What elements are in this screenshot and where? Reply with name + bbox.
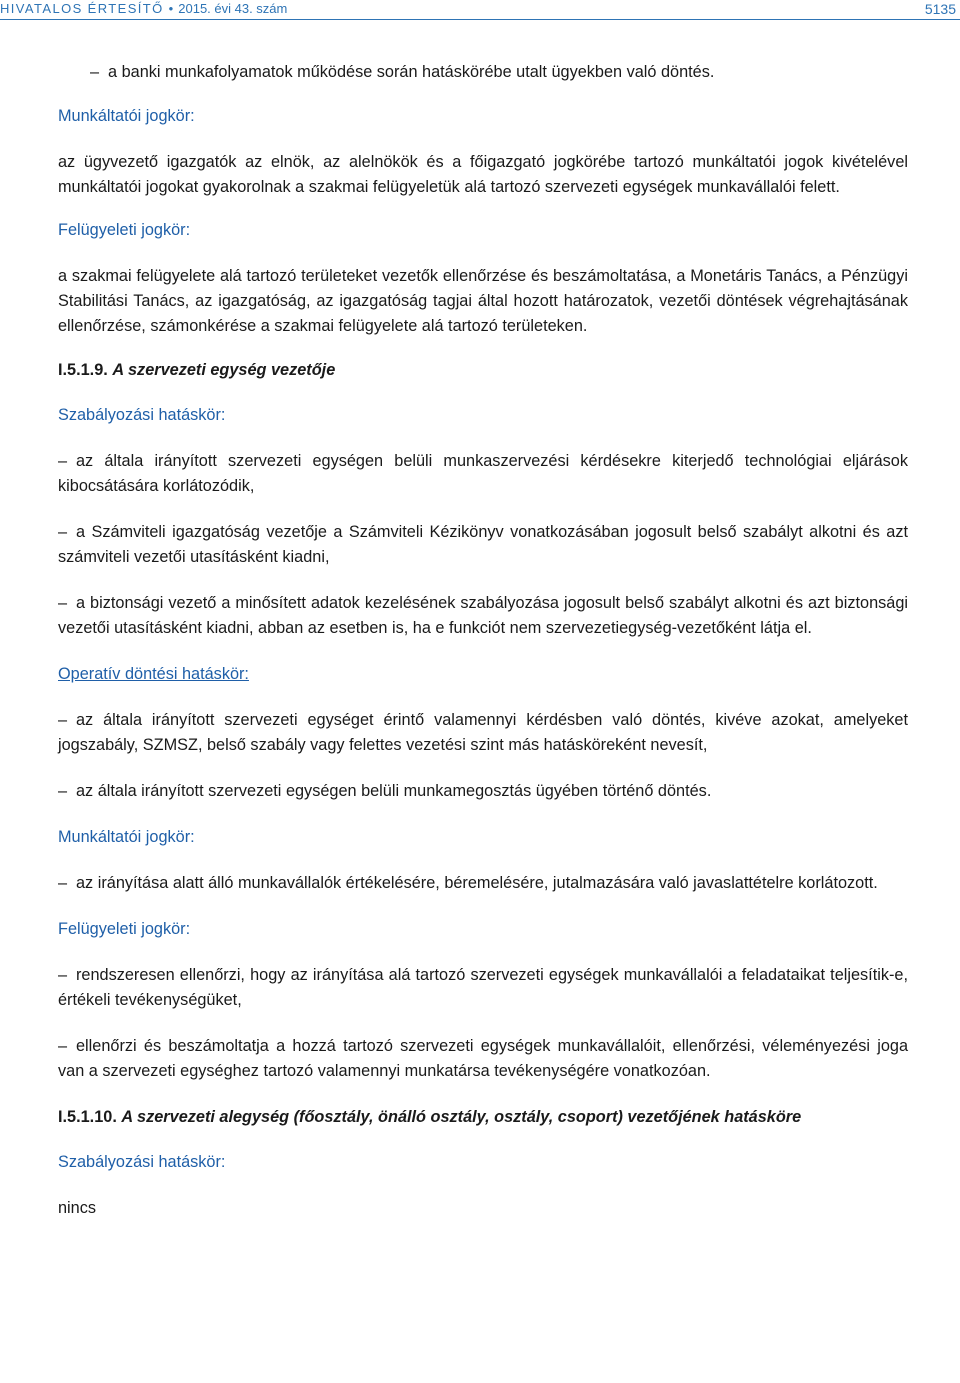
section-label: Szabályozási hatáskör: xyxy=(58,406,226,424)
list-item-text: az irányítása alatt álló munkavállalók értékelésére, béremelésére, jutalmazására való javaslattételre korlátozott. xyxy=(76,874,878,892)
section-title: A szervezeti alegység (főosztály, önálló osztály, osztály, csoport) vezetőjének hatásköre xyxy=(121,1108,802,1126)
list-item xyxy=(58,871,908,896)
list-item-text: a banki munkafolyamatok működése során hatáskörébe utalt ügyekben való döntés. xyxy=(108,63,715,81)
list-item-text: rendszeresen ellenőrzi, hogy az irányítása alá tartozó szervezeti egységek munkavállalói a feladataikat teljesítik-e, értékeli tevékenységüket, xyxy=(58,966,908,1009)
dash-bullet: – xyxy=(58,782,68,800)
dash-bullet: – xyxy=(58,874,68,892)
paragraph: az ügyvezető igazgatók az elnök, az alelnökök és a főigazgató jogkörébe tartozó munkáltatói jogok kivételével munkáltatói jogokat gyakorolnak a szakmai felügyeletük alá tartozó szervezeti egységek munkavállalói felett. xyxy=(58,153,908,196)
list-item xyxy=(58,591,908,641)
list-item-text: az általa irányított szervezeti egységen belüli munkaszervezési kérdésekre kiterjedő technológiai eljárások kibocsátására korlátozódik, xyxy=(58,452,908,495)
list-item xyxy=(58,779,908,804)
header-bullet: • xyxy=(168,1,174,16)
dash-bullet: – xyxy=(58,1037,68,1055)
section-label: Operatív döntési hatáskör: xyxy=(58,665,249,683)
section-title: A szervezeti egység vezetője xyxy=(112,361,336,379)
list-item xyxy=(58,449,908,499)
list-item xyxy=(90,60,908,85)
header-issue: 2015. évi 43. szám xyxy=(178,1,288,16)
section-label: Szabályozási hatáskör: xyxy=(58,1153,226,1171)
list-item xyxy=(58,963,908,1013)
section-label: Felügyeleti jogkör: xyxy=(58,920,191,938)
running-header xyxy=(0,0,960,22)
dash-bullet: – xyxy=(58,523,68,541)
list-item-text: a Számviteli igazgatóság vezetője a Számviteli Kézikönyv vonatkozásában jogosult belső szabályt alkotni és azt számviteli vezetői utasításként kiadni, xyxy=(58,523,908,566)
dash-bullet: – xyxy=(58,966,68,984)
list-item xyxy=(58,520,908,570)
header-publication-title: HIVATALOS ÉRTESÍTŐ xyxy=(0,1,164,16)
list-item-text: az általa irányított szervezeti egységen belüli munkamegosztás ügyében történő döntés. xyxy=(76,782,712,800)
section-label: Munkáltatói jogkör: xyxy=(58,828,195,846)
section-number: I.5.1.9. xyxy=(58,361,108,379)
list-item-text: az általa irányított szervezeti egységet érintő valamennyi kérdésben való döntés, kivéve azokat, amelyeket jogszabály, SZMSZ, belső szabály vagy felettes vezetési szint más hatásköreként nevesít, xyxy=(58,711,908,754)
section-heading xyxy=(58,358,908,383)
header-rule xyxy=(0,19,960,20)
list-item-text: a biztonsági vezető a minősített adatok kezelésének szabályozása jogosult belső szabályt alkotni és azt biztonsági vezetői utasításként kiadni, abban az esetben is, ha e funkciót nem szervezetiegység-vezetőként látja el. xyxy=(58,594,908,637)
paragraph: a szakmai felügyelete alá tartozó területeket vezetők ellenőrzése és beszámoltatása, a Monetáris Tanács, a Pénzügyi Stabilitási Tanács, az igazgatóság, az igazgatóság tagjai által hozott határozatok, vezetői döntések végrehajtásának ellenőrzése, számonkérése a szakmai felügyelete alá tartozó területeken. xyxy=(58,267,908,335)
list-item xyxy=(58,708,908,758)
section-label: Munkáltatói jogkör: xyxy=(58,107,195,125)
document-body xyxy=(58,60,908,1221)
dash-bullet: – xyxy=(58,452,68,470)
page-number: 5135 xyxy=(924,1,956,17)
list-item-text: ellenőrzi és beszámoltatja a hozzá tartozó szervezeti egységek munkavállalóit, ellenőrzési, véleményezési joga van a szervezeti egységhez tartozó valamennyi munkatársa tevékenységére vonatkozóan. xyxy=(58,1037,908,1080)
section-label: Felügyeleti jogkör: xyxy=(58,221,191,239)
dash-bullet: – xyxy=(58,594,68,612)
section-heading xyxy=(58,1105,908,1130)
dash-bullet: – xyxy=(58,711,68,729)
paragraph: nincs xyxy=(58,1199,97,1217)
header-publication-info xyxy=(0,1,287,17)
section-number: I.5.1.10. xyxy=(58,1108,117,1126)
dash-bullet: – xyxy=(90,63,100,81)
list-item xyxy=(58,1034,908,1084)
